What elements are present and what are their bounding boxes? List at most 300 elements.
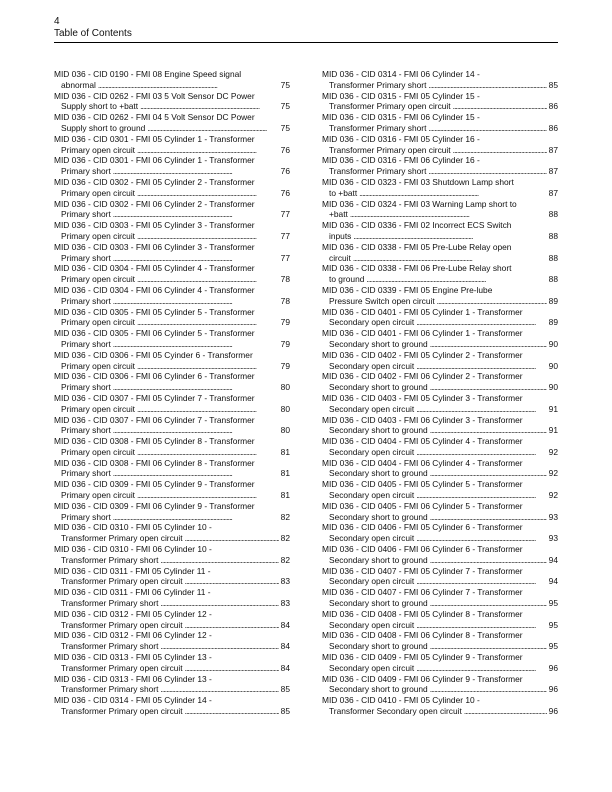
toc-page-number: 80 [280,425,290,436]
toc-entry-title: MID 036 - CID 0323 - FMI 03 Shutdown Lamp short [322,176,514,187]
toc-page-number: 95 [548,619,558,630]
toc-page-number: 83 [280,576,290,587]
toc-entry-title-cont: abnormal [61,79,96,90]
toc-entry-title-cont: Primary short [61,295,111,306]
toc-page-number: 93 [548,511,558,522]
toc-entry[interactable] [322,69,558,91]
toc-entry[interactable] [322,652,558,674]
toc-entry-title-cont: Primary open circuit [61,317,136,328]
dot-leader [137,231,279,242]
toc-entry-title-cont: Secondary short to ground [329,684,428,695]
toc-entry[interactable] [322,155,558,177]
toc-entry[interactable] [322,479,558,501]
toc-page-number: 89 [548,295,558,306]
toc-entry-continuation [54,663,290,674]
toc-entry-continuation [322,468,558,479]
toc-entry-title: MID 036 - CID 0339 - FMI 05 Engine Pre-lube [322,284,493,295]
toc-entry-continuation [54,425,290,436]
toc-entry[interactable] [322,522,558,544]
toc-entry-continuation [54,512,290,523]
toc-entry[interactable] [54,112,290,134]
toc-page-number: 81 [280,446,290,457]
toc-page-number: 82 [280,554,290,565]
toc-entry-title: MID 036 - CID 0301 - FMI 05 Cylinder 1 - Transformer [54,133,255,144]
toc-entry-title-cont: Supply short to +batt [61,101,139,112]
toc-entry[interactable] [322,458,558,480]
toc-entry[interactable] [54,674,290,696]
dot-leader [350,209,547,220]
toc-entry-continuation [54,447,290,458]
toc-entry[interactable] [322,112,558,134]
toc-entry[interactable] [54,285,290,307]
dot-leader [185,620,279,631]
toc-entry-title-cont: Pressure Switch open circuit [329,295,435,306]
toc-entry-continuation [54,253,290,264]
dot-leader [430,598,547,609]
toc-entry-continuation [322,706,558,717]
toc-entry-title: MID 036 - CID 0304 - FMI 05 Cylinder 4 - Transformer [54,263,255,274]
toc-page-number: 76 [280,166,290,177]
toc-entry-continuation [322,576,558,587]
toc-page-number: 93 [548,533,558,544]
toc-entry-continuation [322,382,558,393]
toc-entry-continuation [54,576,290,587]
toc-entry-title-cont: Secondary open circuit [329,317,415,328]
dot-leader [137,317,279,328]
dot-leader [416,361,546,372]
toc-entry-title-cont: Secondary open circuit [329,619,415,630]
dot-leader [137,145,279,156]
toc-entry-continuation [322,145,558,156]
toc-page-number: 79 [280,317,290,328]
dot-leader [366,274,546,285]
toc-entry-title: MID 036 - CID 0401 - FMI 06 Cylinder 1 - Transformer [322,328,523,339]
toc-page-number: 91 [548,425,558,436]
toc-entry-continuation [322,339,558,350]
toc-entry[interactable] [322,674,558,696]
toc-entry-title: MID 036 - CID 0408 - FMI 05 Cylinder 8 - Transformer [322,608,523,619]
toc-entry-title: MID 036 - CID 0404 - FMI 05 Cylinder 4 - Transformer [322,436,523,447]
toc-entry-continuation [54,339,290,350]
toc-entry-title-cont: Secondary short to ground [329,598,428,609]
toc-entry-title: MID 036 - CID 0305 - FMI 06 Cylinder 5 - Transformer [54,328,255,339]
dot-leader [416,576,546,587]
toc-entry[interactable] [54,393,290,415]
dot-leader [430,555,547,566]
toc-entry[interactable] [54,458,290,480]
toc-entry-title: MID 036 - CID 0301 - FMI 06 Cylinder 1 - Transformer [54,155,255,166]
toc-entry-continuation [54,145,290,156]
dot-leader [353,253,547,264]
dot-leader [185,706,279,717]
toc-entry-continuation [322,620,558,631]
toc-entry[interactable] [54,263,290,285]
toc-entry-title: MID 036 - CID 0313 - FMI 06 Cylinder 13 - [54,673,212,684]
dot-leader [430,425,547,436]
toc-entry-title-cont: circuit [329,252,351,263]
toc-entry-title-cont: Transformer Primary open circuit [61,533,183,544]
toc-entry-title: MID 036 - CID 0308 - FMI 06 Cylinder 8 - Transformer [54,457,255,468]
toc-entry-continuation [322,188,558,199]
dot-leader [453,101,547,112]
toc-entry[interactable] [54,177,290,199]
dot-leader [428,123,546,134]
toc-entry-title-cont: Secondary open circuit [329,662,415,673]
toc-entry-title-cont: Transformer Primary open circuit [61,576,183,587]
toc-entry[interactable] [54,242,290,264]
toc-entry-title: MID 036 - CID 0306 - FMI 06 Cylinder 6 - Transformer [54,371,255,382]
toc-page-number: 95 [548,598,558,609]
toc-entry-title: MID 036 - CID 0403 - FMI 06 Cylinder 3 - Transformer [322,414,523,425]
dot-leader [113,339,279,350]
toc-entry-title-cont: Secondary open circuit [329,360,415,371]
toc-entry-title-cont: Secondary open circuit [329,403,415,414]
toc-page-number: 88 [548,274,558,285]
dot-leader [137,447,279,458]
toc-entry-title-cont: Secondary open circuit [329,446,415,457]
toc-page-number: 77 [280,209,290,220]
toc-entry[interactable] [54,328,290,350]
toc-entry-continuation [54,209,290,220]
toc-page-number: 80 [280,382,290,393]
toc-entry-continuation [54,598,290,609]
header-rule [54,42,558,43]
dot-leader [137,361,279,372]
toc-entry-title-cont: Transformer Primary short [61,598,159,609]
toc-entry-title-cont: Secondary open circuit [329,576,415,587]
dot-leader [147,123,278,134]
toc-entry[interactable] [54,91,290,113]
toc-entry-title: MID 036 - CID 0262 - FMI 04 5 Volt Sensor DC Power [54,112,255,123]
toc-entry[interactable] [322,587,558,609]
toc-page-number: 94 [548,554,558,565]
dot-leader [416,404,546,415]
toc-entry-title: MID 036 - CID 0310 - FMI 06 Cylinder 10 - [54,544,212,555]
toc-entry-title-cont: Secondary short to ground [329,554,428,565]
toc-entry[interactable] [322,630,558,652]
toc-entry-continuation [54,684,290,695]
toc-entry-continuation [54,317,290,328]
toc-entry-continuation [322,641,558,652]
toc-page-number: 84 [280,662,290,673]
toc-entry-continuation [54,533,290,544]
toc-entry-continuation [322,684,558,695]
toc-entry[interactable] [322,695,558,717]
toc-entry-title: MID 036 - CID 0338 - FMI 06 Pre-Lube Relay short [322,263,512,274]
toc-entry-title-cont: Primary open circuit [61,187,136,198]
toc-entry[interactable] [54,630,290,652]
toc-entry[interactable] [322,307,558,329]
dot-leader [137,274,279,285]
toc-entry[interactable] [54,415,290,437]
toc-entry-title-cont: inputs [329,230,352,241]
toc-page-number: 85 [548,79,558,90]
toc-page-number: 89 [548,317,558,328]
toc-page-number: 78 [280,274,290,285]
toc-entry[interactable] [322,544,558,566]
toc-entry-continuation [322,296,558,307]
dot-leader [113,166,279,177]
toc-entry-title-cont: Primary short [61,382,111,393]
toc-entry-title: MID 036 - CID 0324 - FMI 03 Warning Lamp short to [322,198,517,209]
toc-page-number: 84 [280,641,290,652]
toc-page-number: 94 [548,576,558,587]
toc-entry-title: MID 036 - CID 0402 - FMI 06 Cylinder 2 - Transformer [322,371,523,382]
toc-page-number: 82 [280,533,290,544]
toc-page-number: 87 [548,166,558,177]
dot-leader [416,533,546,544]
toc-entry-continuation [54,296,290,307]
toc-entry[interactable] [54,652,290,674]
toc-entry[interactable] [322,285,558,307]
toc-entry[interactable] [322,371,558,393]
toc-entry-continuation [322,533,558,544]
toc-entry[interactable] [54,134,290,156]
toc-entry[interactable] [54,436,290,458]
toc-page-number: 88 [548,230,558,241]
toc-entry-title: MID 036 - CID 0305 - FMI 05 Cylinder 5 - Transformer [54,306,255,317]
toc-page-number: 90 [548,338,558,349]
toc-entry-title: MID 036 - CID 0307 - FMI 05 Cylinder 7 - Transformer [54,392,255,403]
dot-leader [416,620,546,631]
dot-leader [430,684,547,695]
toc-entry[interactable] [54,155,290,177]
toc-entry-title-cont: Primary short [61,338,111,349]
toc-entry-title-cont: Transformer Primary short [329,122,427,133]
toc-page-number: 79 [280,360,290,371]
toc-entry[interactable] [54,220,290,242]
toc-entry-continuation [322,663,558,674]
toc-entry-continuation [322,512,558,523]
toc-entry-title-cont: Transformer Primary open circuit [329,101,451,112]
toc-page-number: 87 [548,187,558,198]
toc-entry-continuation [322,253,558,264]
toc-page-number: 90 [548,382,558,393]
dot-leader [437,296,547,307]
toc-entry-title-cont: Primary open circuit [61,446,136,457]
toc-entry-title: MID 036 - CID 0303 - FMI 05 Cylinder 3 - Transformer [54,220,255,231]
toc-entry-title-cont: Primary open circuit [61,403,136,414]
toc-entry-title-cont: Secondary short to ground [329,511,428,522]
toc-entry-title: MID 036 - CID 0308 - FMI 05 Cylinder 8 - Transformer [54,436,255,447]
dot-leader [137,404,279,415]
dot-leader [185,533,279,544]
toc-entry[interactable] [322,91,558,113]
toc-entry-title-cont: +batt [329,209,348,220]
dot-leader [160,684,278,695]
toc-entry[interactable] [54,69,290,91]
dot-leader [113,425,279,436]
toc-entry[interactable] [322,242,558,264]
dot-leader [113,468,279,479]
toc-entry[interactable] [322,263,558,285]
toc-entry-title: MID 036 - CID 0404 - FMI 06 Cylinder 4 - Transformer [322,457,523,468]
toc-entry-continuation [54,188,290,199]
toc-entry[interactable] [322,566,558,588]
toc-page-number: 84 [280,619,290,630]
toc-entry-continuation [322,404,558,415]
toc-entry-title: MID 036 - CID 0309 - FMI 05 Cylinder 9 - Transformer [54,479,255,490]
toc-entry-continuation [322,361,558,372]
toc-entry-title-cont: Transformer Primary open circuit [61,662,183,673]
toc-page-number: 87 [548,144,558,155]
toc-entry[interactable] [54,371,290,393]
toc-entry-continuation [54,555,290,566]
toc-entry-title: MID 036 - CID 0311 - FMI 05 Cylinder 11 - [54,565,211,576]
toc-entry-title: MID 036 - CID 0262 - FMI 03 5 Volt Sensor DC Power [54,90,255,101]
toc-entry-continuation [322,425,558,436]
toc-entry-continuation [54,231,290,242]
toc-entry-title: MID 036 - CID 0310 - FMI 05 Cylinder 10 - [54,522,212,533]
dot-leader [113,512,279,523]
toc-entry-continuation [54,620,290,631]
toc-entry-title: MID 036 - CID 0314 - FMI 05 Cylinder 14 - [54,695,212,706]
toc-entry-continuation [54,404,290,415]
toc-column-left [54,69,290,717]
toc-entry-title: MID 036 - CID 0402 - FMI 05 Cylinder 2 - Transformer [322,349,523,360]
toc-entry-continuation [322,274,558,285]
toc-entry[interactable] [322,350,558,372]
toc-entry-title-cont: Primary open circuit [61,230,136,241]
toc-entry-continuation [322,490,558,501]
toc-entry-title: MID 036 - CID 0190 - FMI 08 Engine Speed signal [54,69,242,79]
toc-entry[interactable] [54,609,290,631]
document-title: Table of Contents [54,28,132,39]
toc-entry-continuation [322,317,558,328]
dot-leader [185,663,279,674]
toc-entry-title-cont: Primary open circuit [61,144,136,155]
toc-entry-title: MID 036 - CID 0405 - FMI 06 Cylinder 5 - Transformer [322,500,523,511]
toc-entry-title: MID 036 - CID 0309 - FMI 06 Cylinder 9 - Transformer [54,500,255,511]
toc-entry[interactable] [322,177,558,199]
toc-entry-title: MID 036 - CID 0401 - FMI 05 Cylinder 1 - Transformer [322,306,523,317]
toc-page-number: 92 [548,446,558,457]
toc-page-number: 86 [548,122,558,133]
toc-entry[interactable] [322,199,558,221]
toc-page-number: 88 [548,209,558,220]
page-number: 4 [54,16,60,27]
toc-entry[interactable] [322,501,558,523]
dot-leader [430,339,547,350]
dot-leader [416,490,546,501]
dot-leader [430,512,547,523]
toc-entry[interactable] [54,501,290,523]
page-header [54,16,558,40]
toc-page-number: 78 [280,295,290,306]
toc-entry[interactable] [322,134,558,156]
toc-entry-title-cont: to +batt [329,187,358,198]
dot-leader [428,80,546,91]
toc-entry-title-cont: Transformer Primary short [61,641,159,652]
toc-entry[interactable] [54,350,290,372]
dot-leader [416,663,546,674]
toc-page-number: 92 [548,468,558,479]
toc-entry-title: MID 036 - CID 0315 - FMI 05 Cylinder 15 - [322,90,480,101]
toc-entry-continuation [322,80,558,91]
toc-entry-title-cont: Secondary short to ground [329,641,428,652]
toc-page-number: 95 [548,641,558,652]
toc-page-number: 81 [280,468,290,479]
toc-entry-title: MID 036 - CID 0313 - FMI 05 Cylinder 13 - [54,652,212,663]
toc-entry-title-cont: Primary open circuit [61,360,136,371]
toc-page-number: 82 [280,511,290,522]
toc-entry-continuation [54,468,290,479]
toc-entry-title: MID 036 - CID 0409 - FMI 05 Cylinder 9 - Transformer [322,652,523,663]
toc-entry[interactable] [54,307,290,329]
toc-entry-continuation [54,80,290,91]
toc-page-number: 96 [548,706,558,717]
toc-entry-title-cont: Secondary short to ground [329,338,428,349]
dot-leader [453,145,547,156]
dot-leader [137,490,279,501]
toc-entry-title-cont: Primary open circuit [61,490,136,501]
toc-entry[interactable] [322,609,558,631]
toc-entry[interactable] [54,479,290,501]
toc-entry-title-cont: Primary short [61,252,111,263]
toc-entry-continuation [54,274,290,285]
toc-entry-title: MID 036 - CID 0302 - FMI 06 Cylinder 2 - Transformer [54,198,255,209]
dot-leader [185,576,279,587]
dot-leader [416,317,546,328]
dot-leader [359,188,547,199]
toc-entry-title-cont: Transformer Primary short [329,166,427,177]
toc-column-right [322,69,558,717]
toc-entry[interactable] [54,587,290,609]
toc-page-number: 96 [548,662,558,673]
toc-entry-title: MID 036 - CID 0407 - FMI 05 Cylinder 7 - Transformer [322,565,523,576]
toc-entry-title-cont: Secondary open circuit [329,533,415,544]
toc-entry-continuation [322,555,558,566]
toc-entry[interactable] [322,436,558,458]
toc-entry[interactable] [54,522,290,544]
toc-entry-title: MID 036 - CID 0409 - FMI 06 Cylinder 9 - Transformer [322,673,523,684]
toc-page-number: 75 [280,101,290,112]
toc-page-number: 83 [280,598,290,609]
toc-entry-title: MID 036 - CID 0408 - FMI 06 Cylinder 8 - Transformer [322,630,523,641]
dot-leader [137,188,279,199]
toc-entry-title: MID 036 - CID 0314 - FMI 06 Cylinder 14 - [322,69,480,79]
toc-entry[interactable] [322,220,558,242]
dot-leader [430,468,547,479]
toc-entry[interactable] [54,199,290,221]
toc-entry[interactable] [322,328,558,350]
toc-entry-title-cont: Primary short [61,209,111,220]
toc-page-number: 77 [280,230,290,241]
toc-entry-title: MID 036 - CID 0306 - FMI 05 Cyinder 6 - Transformer [54,349,253,360]
toc-entry-title-cont: Transformer Primary short [61,554,159,565]
toc-entry-title-cont: Transformer Primary short [61,684,159,695]
toc-entry-continuation [54,123,290,134]
toc-page-number: 85 [280,706,290,717]
dot-leader [353,231,546,242]
dot-leader [160,598,278,609]
toc-entry[interactable] [322,415,558,437]
toc-entry[interactable] [54,695,290,717]
toc-page-number: 85 [280,684,290,695]
toc-entry-continuation [322,231,558,242]
toc-entry-continuation [54,361,290,372]
toc-entry-title: MID 036 - CID 0338 - FMI 05 Pre-Lube Relay open [322,241,512,252]
toc-entry[interactable] [322,393,558,415]
toc-page-number: 91 [548,403,558,414]
toc-entry[interactable] [54,566,290,588]
toc-page-number: 77 [280,252,290,263]
toc-page-number: 81 [280,490,290,501]
toc-entry-title-cont: Transformer Primary open circuit [61,619,183,630]
toc-entry[interactable] [54,544,290,566]
toc-entry-continuation [322,598,558,609]
toc-page-number: 96 [548,684,558,695]
